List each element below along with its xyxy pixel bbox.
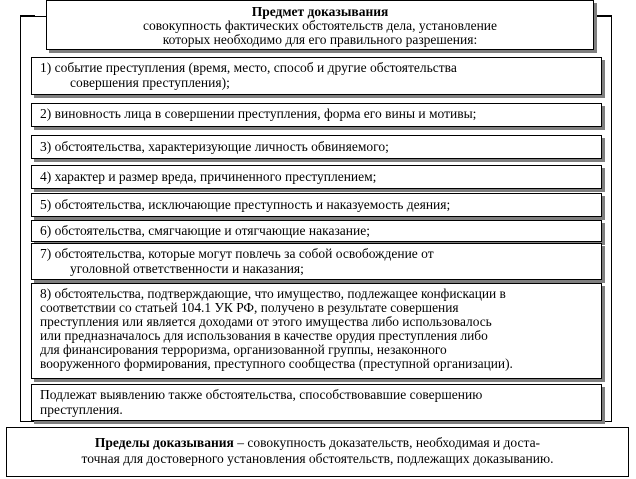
item-additional-line2: преступления.: [40, 401, 123, 417]
item-6-box: [31, 220, 602, 242]
item-3-box: [31, 135, 602, 159]
subject-of-proof-definition-line2: которых необходимо для его правильного разрешения:: [162, 32, 478, 47]
subject-of-proof-definition-line1: совокупность фактических обстоятельств дела, установление: [142, 18, 498, 33]
item-3-text: 3) обстоятельства, характеризующие личность обвиняемого;: [40, 139, 389, 154]
item-1-line2: совершения преступления);: [70, 74, 230, 90]
item-2-box: [31, 103, 602, 127]
item-8-line2: соответствии со статьей 104.1 УК РФ, получено в результате совершения: [40, 300, 459, 316]
item-8-line3: преступления или является доходами от этого имущества либо использовалось: [40, 314, 492, 330]
item-4-box: [31, 165, 602, 189]
item-7-line1: 7) обстоятельства, которые могут повлечь за собой освобождение от: [40, 246, 434, 261]
item-additional-box: [31, 384, 602, 421]
item-8-box: [31, 283, 602, 379]
item-1-line1: 1) событие преступления (время, место, способ и другие обстоятельства: [40, 60, 457, 75]
limits-of-proof-line2: точная для достоверного установления обстоятельств, подлежащих доказыванию.: [81, 451, 554, 466]
limits-of-proof-line1: [7, 435, 628, 451]
item-7-line2: уголовной ответственности и наказания;: [70, 260, 304, 276]
item-4-text: 4) характер и размер вреда, причиненного преступлением;: [40, 169, 377, 184]
item-8-line4: или предназначалось для использования в качестве орудия преступления либо: [40, 328, 488, 344]
item-5-text: 5) обстоятельства, исключающие преступность и наказуемость деяния;: [40, 197, 451, 212]
item-8-line1: 8) обстоятельства, подтверждающие, что имущество, подлежащее конфискации в: [40, 286, 506, 301]
item-5-box: [31, 193, 602, 217]
limits-of-proof-box: [6, 427, 629, 477]
item-8-line6: вооруженного формирования, преступного сообщества (преступной организации).: [40, 356, 513, 372]
item-7-box: [31, 243, 602, 280]
subject-of-proof-heading: Предмет доказывания: [251, 4, 389, 19]
item-8-line5: для финансирования терроризма, организованной группы, незаконного: [40, 342, 447, 358]
item-1-box: [31, 57, 602, 95]
item-6-text: 6) обстоятельства, смягчающие и отягчающие наказание;: [40, 223, 370, 238]
item-additional-line1: Подлежат выявлению также обстоятельства, способствовавшие совершению: [40, 387, 483, 402]
limits-of-proof-term: Пределы доказывания: [94, 435, 234, 450]
item-2-text: 2) виновность лица в совершении преступления, форма его вины и мотивы;: [40, 106, 477, 121]
subject-of-proof-box: [46, 0, 594, 50]
limits-of-proof-definition-part1: – совокупность доказательств, необходимая и доста-: [233, 435, 541, 450]
